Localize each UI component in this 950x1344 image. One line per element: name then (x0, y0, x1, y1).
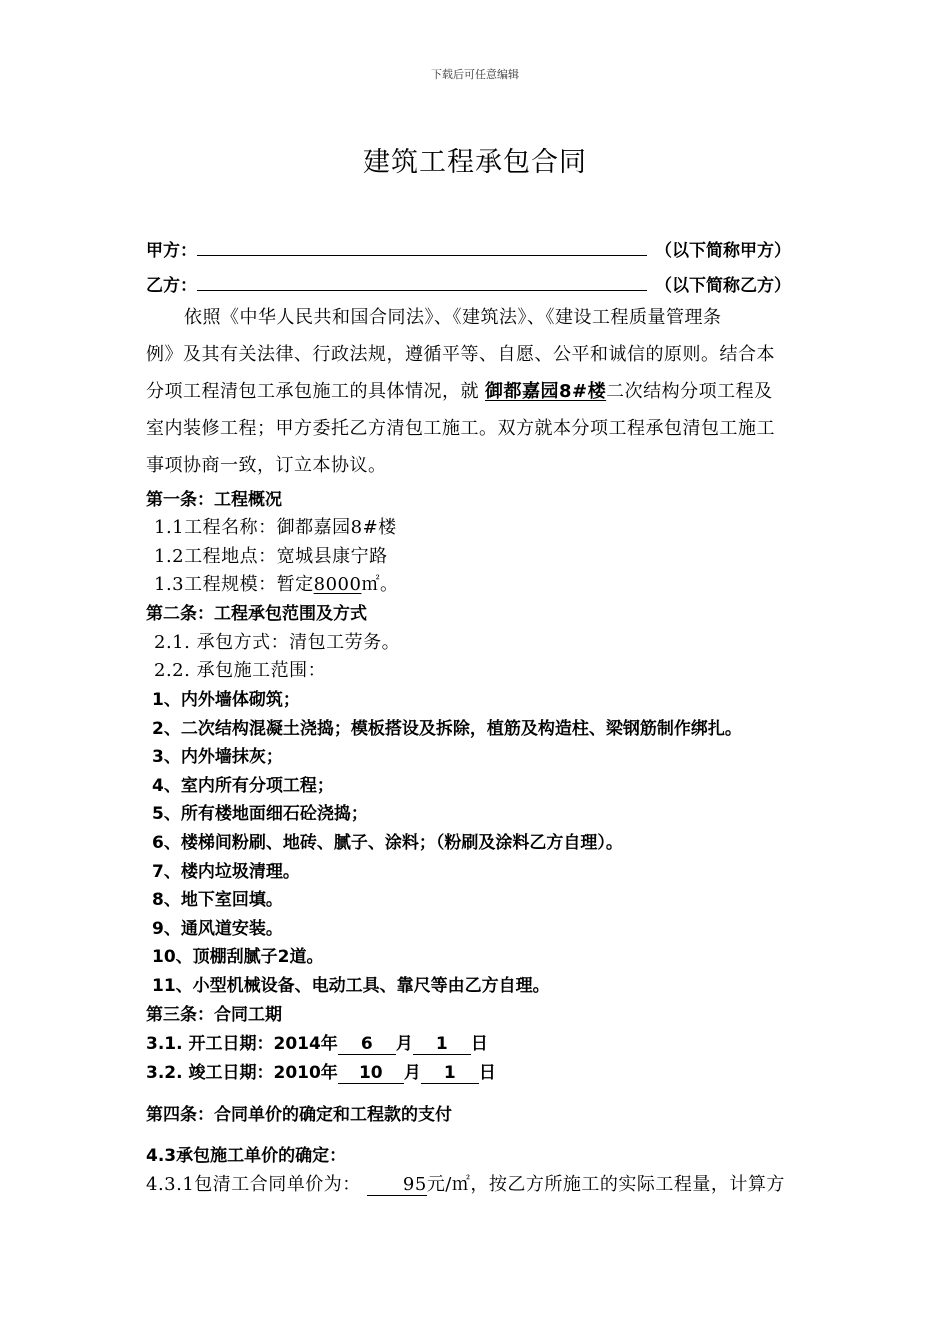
start-month: 6 (338, 1034, 396, 1055)
party-b-label: 乙方： (146, 276, 197, 296)
contract-mode-row: 2.1. 承包方式：清包工劳务。 (154, 632, 401, 653)
scope-item: 10、顶棚刮腻子2道。 (152, 947, 324, 967)
project-scale-row (154, 574, 398, 596)
article-4-heading: 第四条：合同单价的确定和工程款的支付 (146, 1105, 452, 1125)
unit-price-subheading: 4.3承包施工单价的确定： (146, 1146, 347, 1166)
scale-label: 1.3工程规模：暂定 (154, 574, 314, 595)
end-date-row (146, 1062, 496, 1084)
scale-unit: ㎡。 (361, 574, 399, 595)
start-date-label: 3.1. 开工日期：2014年 (146, 1034, 338, 1054)
end-month-unit: 月 (403, 1063, 421, 1083)
scope-item: 9、通风道安装。 (152, 919, 283, 939)
intro-line-5: 事项协商一致，订立本协议。 (146, 455, 387, 476)
end-month: 10 (338, 1063, 404, 1084)
unit-price-post: 元/㎡，按乙方所施工的实际工程量，计算方 (426, 1174, 785, 1195)
party-a-row (146, 237, 791, 262)
scope-item: 2、二次结构混凝土浇捣；模板搭设及拆除，植筋及构造柱、梁钢筋制作绑扎。 (152, 719, 742, 739)
article-2-heading: 第二条：工程承包范围及方式 (146, 604, 367, 624)
scale-value: 8000 (313, 574, 362, 595)
document-title: 建筑工程承包合同 (363, 147, 587, 178)
intro-line-3-pre: 分项工程清包工承包施工的具体情况，就 (146, 381, 479, 402)
start-day: 1 (413, 1034, 471, 1055)
header-note: 下载后可任意编辑 (431, 68, 519, 81)
project-name: 御都嘉园8#楼 (485, 381, 607, 402)
start-month-unit: 月 (395, 1034, 413, 1054)
party-a-blank (197, 237, 647, 256)
article-1-heading: 第一条：工程概况 (146, 490, 282, 510)
intro-line-4: 室内装修工程；甲方委托乙方清包工施工。双方就本分项工程承包清包工施工 (146, 418, 775, 439)
scope-item: 11、小型机械设备、电动工具、靠尺等由乙方自理。 (152, 976, 550, 996)
scope-item: 3、内外墙抹灰； (152, 747, 283, 767)
start-day-unit: 日 (470, 1034, 488, 1054)
party-b-suffix: （以下简称乙方） (655, 276, 791, 296)
party-b-row (146, 272, 791, 297)
project-name-row: 1.1工程名称：御都嘉园8#楼 (154, 517, 397, 538)
scope-item: 6、楼梯间粉刷、地砖、腻子、涂料；（粉刷及涂料乙方自理）。 (152, 833, 623, 853)
scope-item: 1、内外墙体砌筑； (152, 690, 300, 710)
article-3-heading: 第三条：合同工期 (146, 1005, 282, 1025)
party-b-blank (197, 272, 647, 291)
end-day-unit: 日 (478, 1063, 496, 1083)
intro-line-3 (146, 381, 773, 403)
scope-item: 8、地下室回填。 (152, 890, 283, 910)
end-date-label: 3.2. 竣工日期：2010年 (146, 1063, 338, 1083)
contract-scope-row: 2.2. 承包施工范围： (154, 660, 327, 681)
start-date-row (146, 1033, 488, 1055)
intro-line-2: 例》及其有关法律、行政法规，遵循平等、自愿、公平和诚信的原则。结合本 (146, 344, 775, 365)
unit-price-label: 4.3.1包清工合同单价为： (146, 1174, 361, 1195)
party-a-label: 甲方： (146, 241, 197, 261)
unit-price-value: 95 (367, 1175, 427, 1196)
unit-price-row (146, 1174, 785, 1196)
party-a-suffix: （以下简称甲方） (655, 241, 791, 261)
end-day: 1 (421, 1063, 479, 1084)
intro-line-1: 依照《中华人民共和国合同法》、《建筑法》、《建设工程质量管理条 (184, 307, 722, 328)
scope-item: 4、室内所有分项工程； (152, 776, 334, 796)
project-location-row: 1.2工程地点：宽城县康宁路 (154, 546, 388, 567)
intro-line-3-post: 二次结构分项工程及 (606, 381, 773, 402)
scope-item: 7、楼内垃圾清理。 (152, 862, 300, 882)
scope-item: 5、所有楼地面细石砼浇捣； (152, 804, 368, 824)
